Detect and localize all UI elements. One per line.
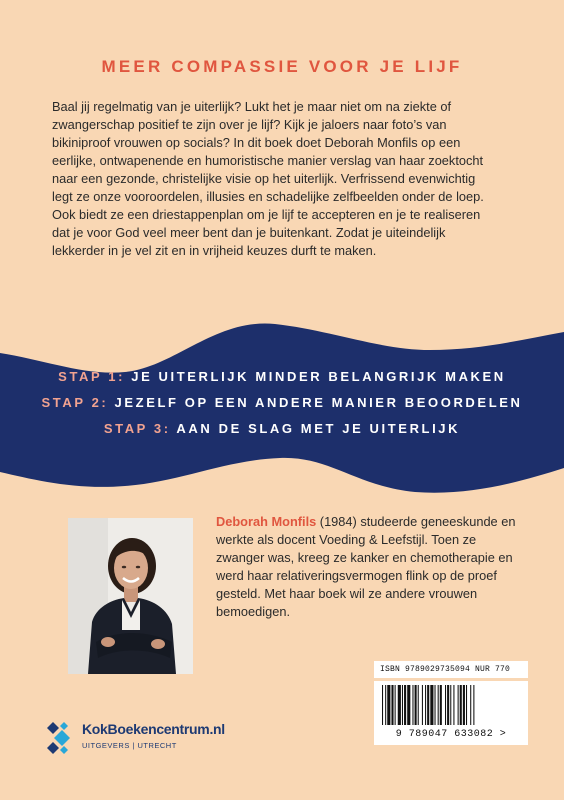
step-3-text: AAN DE SLAG MET JE UITERLIJK — [176, 421, 461, 436]
cover-headline: MEER COMPASSIE VOOR JE LIJF — [101, 57, 463, 76]
step-3-number: STAP 3: — [103, 421, 171, 436]
step-1 — [0, 364, 564, 390]
author-photo — [68, 518, 193, 674]
author-name: Deborah Monfils — [216, 514, 317, 529]
step-1-number: STAP 1: — [58, 369, 126, 384]
publisher-name: KokBoekencentrum.nl — [82, 721, 225, 737]
step-2-text: JEZELF OP EEN ANDERE MANIER BEOORDELEN — [114, 395, 523, 410]
step-2 — [0, 390, 564, 416]
cover-blurb: Baal jij regelmatig van je uiterlijk? Lukt het je maar niet om na ziekte of zwangerschap positief te zijn over je lijf? Kijk je jaloers naar foto’s van bikiniproof vrouwen op socials? In dit boek doet Deborah Monfils op een eerlijke, ontwapenende en humoristische manier verslag van haar zoektocht naar een gezonde, christelijke visie op het uiterlijk. Verfrissend evenwichtig legt ze onze vooroordelen, illusies en schadelijke zelfbeelden onder de loep. Ook biedt ze een driestappenplan om je lijf te accepteren en je te realiseren dat je voor God veel meer bent dan je buitenkant. Zodat je uiteindelijk lekkerder in je vel zit en in vrijheid keuzes durft te maken. — [52, 99, 484, 258]
steps-list — [0, 364, 564, 442]
step-3 — [0, 416, 564, 442]
step-2-number: STAP 2: — [41, 395, 109, 410]
publisher-subtitle: UITGEVERS | UTRECHT — [82, 741, 177, 750]
author-bio — [216, 513, 516, 621]
step-1-text: JE UITERLIJK MINDER BELANGRIJK MAKEN — [131, 369, 506, 384]
author-bio-text: (1984) studeerde geneeskunde en werkte als docent Voeding & Leefstijl. Toen ze zwanger was, kreeg ze kanker en chemotherapie en werd haar relativeringsvermogen flink op de proef gesteld. Met haar boek wil ze andere vrouwen bemoedigen. — [216, 514, 516, 619]
barcode-number: 9 789047 633082 > — [374, 725, 528, 745]
isbn-label: ISBN 9789029735094 NUR 770 — [374, 661, 528, 678]
publisher-mark-icon — [44, 718, 74, 758]
